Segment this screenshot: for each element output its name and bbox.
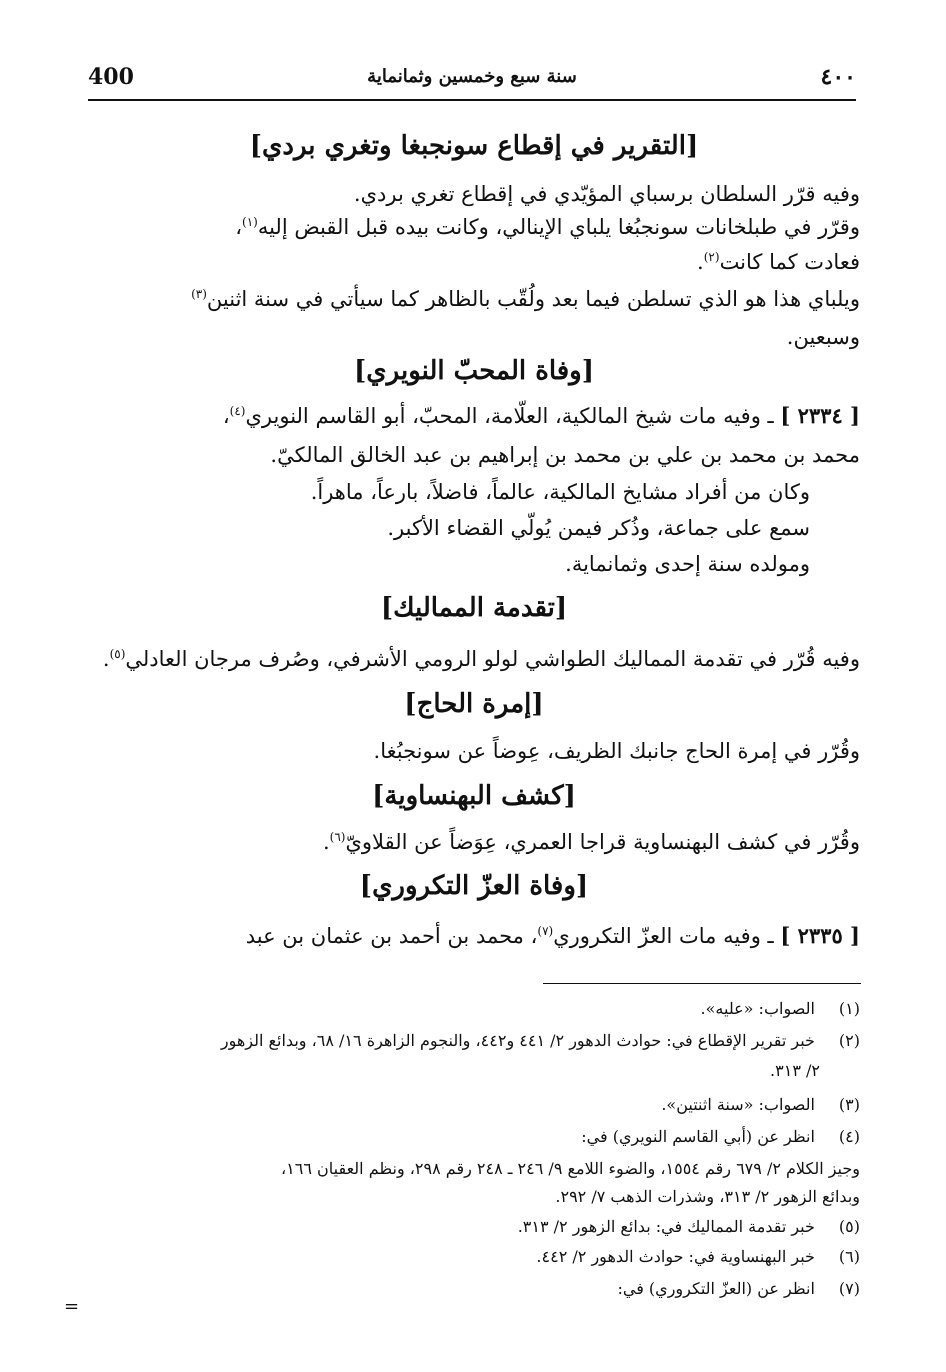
footnote-marker: (١)	[242, 215, 258, 229]
paragraph: وقرّر في طبلخانات سونجبُغا يلباي الإينالي، وكانت بيده قبل القبض إليه$^{(١)}$،	[235, 215, 860, 239]
footnote-text: الصواب: «عليه».	[700, 999, 815, 1018]
footnote-marker: (٢)	[703, 250, 720, 264]
page-number-latin: 400	[88, 64, 134, 90]
footnote	[88, 1124, 860, 1150]
footnote-text: خبر تقرير الإقطاع في: حوادث الدهور ٢/ ٤٤١ و٤٤٢، والنجوم الزاهرة ١٦/ ٦٨، وبدائع الزهور	[220, 1031, 815, 1050]
paragraph-text: ويلباي هذا هو الذي تسلطن فيما بعد ولُقّب بالظاهر كما سيأتي في سنة اثنين	[206, 287, 860, 311]
page-header	[88, 62, 856, 96]
paragraph: وكان من أفراد مشايخ المالكية، عالماً، فاضلاً، بارعاً، ماهراً.	[310, 480, 810, 504]
paragraph: محمد بن محمد بن علي بن محمد بن إبراهيم بن عبد الخالق المالكيّ.	[270, 443, 860, 467]
paragraph	[191, 281, 860, 317]
footnote	[88, 1214, 860, 1240]
footnote-number: (٣)	[838, 1095, 860, 1114]
paragraph	[246, 918, 860, 954]
footnote-number: (٢)	[838, 1031, 860, 1050]
header-rule	[88, 99, 856, 101]
footnote-text: انظر عن (العزّ التكروري) في:	[617, 1279, 815, 1298]
footnote-text: خبر البهنساوية في: حوادث الدهور ٢/ ٤٤٢.	[536, 1247, 815, 1266]
section-heading: [وفاة المحبّ النويري]	[353, 356, 595, 386]
footnote-line: وبدائع الزهور ٢/ ٣١٣، وشذرات الذهب ٧/ ٢٩٢.	[555, 1187, 860, 1206]
footnote	[88, 996, 860, 1022]
section-heading: [وفاة العزّ التكروري]	[359, 871, 589, 901]
paragraph: ومولده سنة إحدى وثمانماية.	[565, 552, 810, 576]
page-number-arabic: ٤٠٠	[820, 64, 856, 90]
footnote-number: (٦)	[838, 1247, 860, 1266]
paragraph-text: وفيه قُرّر في تقدمة المماليك الطواشي لولو الرومي الأشرفي، وصُرف مرجان العادلي	[125, 647, 860, 671]
paragraph: وقُرّر في إمرة الحاج جانبك الظريف، عِوضاً عن سونجبُغا.	[373, 739, 860, 763]
continuation-mark: =	[64, 1296, 80, 1317]
footnote-number: (١)	[838, 999, 860, 1018]
section-heading: [التقرير في إقطاع سونجبغا وتغري بردي]	[249, 131, 699, 161]
section-heading: [كشف البهنساوية]	[372, 781, 576, 811]
section-heading: [تقدمة المماليك]	[380, 593, 568, 623]
footnote-number: (٧)	[838, 1279, 860, 1298]
paragraph-text: وقرّر في طبلخانات سونجبُغا يلباي الإينالي، وكانت بيده قبل القبض إليه	[257, 215, 860, 239]
paragraph-text: وقُرّر في كشف البهنساوية قراجا العمري، عِوَضاً عن القلاويّ	[345, 830, 860, 854]
section-heading: [إمرة الحاج]	[404, 689, 544, 719]
footnote-line: ٢/ ٣١٣.	[770, 1061, 820, 1080]
footnote-text: انظر عن (أبي القاسم النويري) في:	[581, 1127, 815, 1146]
paragraph: وقُرّر في كشف البهنساوية قراجا العمري، عِوَضاً عن القلاويّ$^{(٦)}$.	[322, 830, 860, 854]
paragraph-text: ، محمد بن أحمد بن عثمان بن عبد	[245, 924, 538, 948]
footnote-text: خبر تقدمة المماليك في: بدائع الزهور ٢/ ٣١٣.	[517, 1217, 815, 1236]
footnote	[88, 1276, 860, 1302]
footnote-marker: (٦)	[329, 830, 346, 844]
footnote-marker: (٤)	[229, 404, 246, 418]
paragraph-text: فعادت كما كانت	[719, 250, 860, 274]
paragraph: وفيه قرّر السلطان برسباي المؤيّدي في إقطاع تغري بردي.	[353, 182, 860, 206]
footnote	[88, 1092, 860, 1118]
footnote-marker: (٣)	[191, 287, 207, 301]
footnote-marker: (٥)	[109, 647, 126, 661]
footnote-line: وجيز الكلام ٢/ ٦٧٩ رقم ١٥٥٤، والضوء اللامع ٩/ ٢٤٦ ـ ٢٤٨ رقم ٢٩٨، ونظم العقيان ١٦٦،	[281, 1159, 860, 1178]
paragraph-text: ـ وفيه مات شيخ المالكية، العلّامة، المحبّ، أبو القاسم النويري	[245, 404, 774, 428]
paragraph-text: ـ وفيه مات العزّ التكروري	[553, 924, 774, 948]
paragraph: [ ٢٣٣٤ ] ـ وفيه مات شيخ المالكية، العلّامة، المحبّ، أبو القاسم النويري$^{(٤)}$،	[222, 403, 860, 428]
footnote-text: الصواب: «سنة اثنتين».	[661, 1095, 815, 1114]
footnote-rule	[543, 983, 861, 984]
paragraph: فعادت كما كانت$^{(٢)}$.	[697, 250, 860, 274]
paragraph: وفيه قُرّر في تقدمة المماليك الطواشي لولو الرومي الأشرفي، وصُرف مرجان العادلي$^{(٥)}$.	[102, 647, 860, 671]
footnote-number: (٥)	[838, 1217, 860, 1236]
entry-number: [ ٢٣٣٤ ]	[780, 403, 860, 428]
footnote	[88, 1244, 860, 1270]
paragraph: سمع على جماعة، وذُكر فيمن يُولّي القضاء الأكبر.	[387, 516, 810, 540]
paragraph: وسبعين.	[786, 325, 860, 349]
footnote-number: (٤)	[838, 1127, 860, 1146]
footnote	[88, 1028, 860, 1054]
footnote-marker: (٧)	[537, 924, 554, 938]
running-title: سنة سبع وخمسين وثمانماية	[367, 66, 577, 87]
entry-number: [ ٢٣٣٥ ]	[780, 923, 860, 948]
